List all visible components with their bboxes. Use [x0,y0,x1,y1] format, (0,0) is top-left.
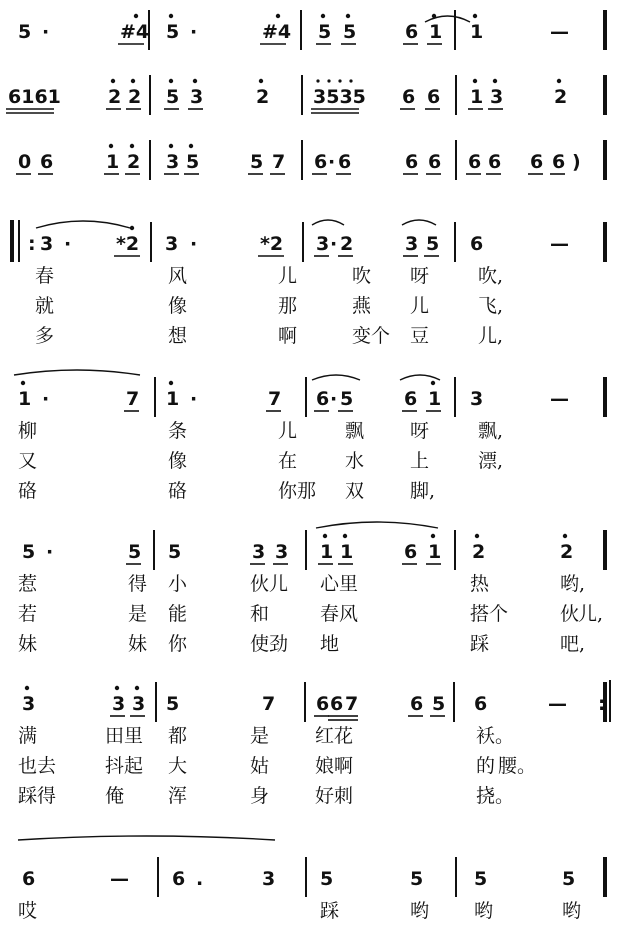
lyric-word: 田里 [105,725,144,747]
lyric-word: 像 [168,295,188,317]
lyric-word: 妹 [128,633,148,655]
lyric-word: 也去 [18,755,57,777]
lyric-word: 飘, [478,420,504,442]
note: · [64,233,72,255]
lyric-word: 是 [128,603,148,625]
octave-dot [115,686,119,690]
note: 2 [340,233,354,255]
note: 3 [252,541,266,563]
lyric-word: 小 [168,573,188,595]
note: 3 [190,86,204,108]
note: · [46,541,54,563]
note: 5 [186,151,200,173]
note: 3 [166,151,180,173]
lyric-word: 呀 [410,420,430,442]
note: — [548,693,567,715]
note: 6 [40,151,54,173]
lyric-word: 身 [250,785,270,807]
lyric-word: 伙儿 [250,573,289,595]
note: 6 [470,233,484,255]
octave-dot [193,79,197,83]
note: · [42,21,50,43]
lyric-word: 心里 [320,573,359,595]
lyric-word: 硌 [168,480,188,502]
lyric-word: 妹 [18,633,38,655]
lyric-word: 你那 [278,480,317,502]
octave-dot [169,381,173,385]
lyric-word: 想 [168,325,188,347]
note: 7 [262,693,276,715]
slur [312,220,344,225]
note: — [550,388,569,410]
note: 6 [427,86,441,108]
lyric-word: 踩 [320,900,340,922]
note: 6 [338,151,352,173]
octave-dot [169,14,173,18]
note: 7 [268,388,282,410]
note: #4 [262,21,292,43]
note: 5 [432,693,446,715]
octave-dot [276,14,280,18]
lyric-word: 抖起 [105,755,144,777]
lyric-word: 大 [168,755,188,777]
lyric-word: 双 [345,480,365,502]
note: 6 [405,151,419,173]
note: · [42,388,50,410]
note: 1 [470,21,484,43]
octave-dot [134,14,138,18]
note: 6 [314,151,328,173]
octave-dot [557,79,561,83]
octave-dot [189,144,193,148]
note: 5 [18,21,32,43]
note: 6 [404,541,418,563]
lyric-word: 惹 [18,573,38,595]
lyric-word: 踩 [470,633,490,655]
lyric-word: 吹 [352,265,372,287]
note: · [190,388,198,410]
note: . [196,868,204,890]
lyric-word: 又 [18,450,38,472]
note: 2 [472,541,486,563]
lyric-word: 风 [168,265,188,287]
note: 1 [428,541,442,563]
octave-dot [111,79,115,83]
slur [36,221,130,228]
note: 2 [128,86,142,108]
lyric-word: 使劲 [250,633,289,655]
note: · [328,151,336,173]
note: 2 [560,541,574,563]
note: 7 [126,388,140,410]
lyric-word: 上 [410,450,430,472]
lyric-word: 变个 [352,325,391,347]
note: · [330,233,338,255]
note: 5 [320,868,334,890]
lyric-word: 你 [168,633,188,655]
lyric-word: 春风 [320,603,359,625]
note: 3 [112,693,126,715]
lyric-word: 哟 [562,900,582,922]
lyric-word: 得 [128,573,148,595]
lyric-word: 飞, [478,295,504,317]
note: 0 [18,151,32,173]
slur [400,375,440,380]
octave-dot [346,14,350,18]
note: 6 [468,151,482,173]
lyric-word: 满 [18,725,38,747]
note: 3 [490,86,504,108]
slur [14,370,140,375]
note: 5 [343,21,357,43]
slur [402,220,436,225]
note: 3 [165,233,179,255]
note: : [598,693,606,715]
note: 1 [429,21,443,43]
octave-dot [473,79,477,83]
note: #4 [120,21,150,43]
note: 6 [402,86,416,108]
note: 2 [554,86,568,108]
octave-dot [130,226,134,230]
octave-dot [473,14,477,18]
lyric-word: 吹, [478,265,504,287]
octave-dot [563,534,567,538]
note: 6 [488,151,502,173]
slur [18,836,275,840]
note: 1 [470,86,484,108]
lyric-word: 腰。 [498,755,537,777]
octave-dot [327,79,330,82]
lyric-word: 哟 [474,900,494,922]
lyric-word: 搭个 [470,603,509,625]
note: 6161 [8,86,61,108]
lyric-word: 袄。 [476,725,515,747]
note: 6 [330,693,344,715]
note: 2 [127,151,141,173]
lyric-word: 挠。 [476,785,515,807]
lyric-word: 热 [470,573,490,595]
note: 3 [262,868,276,890]
octave-dot [130,144,134,148]
octave-dot [259,79,263,83]
note: 5 [166,21,180,43]
note: 5 [340,388,354,410]
lyric-word: 浑 [168,785,188,807]
note: · [190,21,198,43]
note: 5 [166,693,180,715]
octave-dot [25,686,29,690]
lyric-word: 儿 [278,420,298,442]
note: 1 [320,541,334,563]
lyric-word: 好刺 [315,785,354,807]
lyric-word: 春 [35,265,55,287]
lyric-word: 地 [320,633,340,655]
lyric-word: 燕 [352,295,372,317]
note: 6 [404,388,418,410]
lyric-word: 红花 [315,725,354,747]
note: 5 [250,151,264,173]
lyric-word: 的 [476,755,496,777]
note: 5 [426,233,440,255]
note: 6 [316,388,330,410]
note: 2 [256,86,270,108]
note: 6 [172,868,186,890]
slur [316,522,438,528]
lyric-word: 在 [278,450,298,472]
lyric-word: 是 [250,725,270,747]
note: 6 [474,693,488,715]
note: 5 [128,541,142,563]
octave-dot [131,79,135,83]
lyric-word: 俺 [105,785,125,807]
octave-dot [321,14,325,18]
note: 2 [108,86,122,108]
note: 6 [405,21,419,43]
note: 1 [340,541,354,563]
note: 5 [410,868,424,890]
lyric-word: 哟 [410,900,430,922]
lyric-word: 儿 [410,295,430,317]
note: · [330,388,338,410]
note: 6 [530,151,544,173]
octave-dot [135,686,139,690]
note: — [550,233,569,255]
lyric-word: 水 [345,450,365,472]
note: 6 [22,868,36,890]
octave-dot [431,534,435,538]
note: 1 [106,151,120,173]
note: 5 [318,21,332,43]
lyric-word: 哎 [18,900,38,922]
octave-dot [343,534,347,538]
note: · [190,233,198,255]
octave-dot [169,79,173,83]
octave-dot [493,79,497,83]
lyric-word: 条 [168,420,188,442]
note: 6 [428,151,442,173]
note: *2 [116,233,140,255]
note: 7 [345,693,359,715]
note: 3 [470,388,484,410]
lyric-word: 能 [168,603,188,625]
note: 3 [405,233,419,255]
lyric-word: 都 [168,725,188,747]
note: 5 [474,868,488,890]
note: 1 [428,388,442,410]
note: — [550,21,569,43]
octave-dot [349,79,352,82]
lyric-word: 呀 [410,265,430,287]
lyric-word: 儿, [578,603,604,625]
note: 5 [22,541,36,563]
lyric-word: 柳 [18,420,38,442]
lyric-word: 儿, [478,325,504,347]
lyric-word: 儿 [278,265,298,287]
lyric-word: 姑 [250,755,270,777]
lyric-word: 伙 [560,603,580,625]
lyric-word: 硌 [18,480,38,502]
note: 5 [562,868,576,890]
note: 5 [166,86,180,108]
note: 3535 [313,86,366,108]
lyric-word: 像 [168,450,188,472]
note: — [110,868,129,890]
octave-dot [475,534,479,538]
note: 5 [168,541,182,563]
note: 6 [552,151,566,173]
slur [312,375,360,380]
lyric-word: 和 [250,603,270,625]
note: 7 [272,151,286,173]
lyric-word: 那 [278,295,298,317]
octave-dot [109,144,113,148]
note: ) [572,151,581,173]
note: 3 [275,541,289,563]
note: 6 [410,693,424,715]
octave-dot [431,381,435,385]
lyric-word: 多 [35,325,55,347]
lyric-word: 吧, [560,633,586,655]
lyric-word: 啊 [278,325,298,347]
octave-dot [316,79,319,82]
note: *2 [260,233,284,255]
lyric-word: 漂, [478,450,504,472]
octave-dot [169,144,173,148]
octave-dot [338,79,341,82]
lyric-word: 若 [18,603,38,625]
lyric-word: 就 [35,295,55,317]
lyric-word: 飘 [345,420,365,442]
lyric-word: 哟, [560,573,586,595]
note: : [28,233,36,255]
note: 3 [316,233,330,255]
note: 3 [22,693,36,715]
lyric-word: 娘啊 [315,755,354,777]
note: 1 [166,388,180,410]
lyric-word: 脚, [410,480,436,502]
note: 1 [18,388,32,410]
lyric-word: 豆 [410,325,430,347]
note: 3 [132,693,146,715]
lyric-word: 踩得 [18,785,57,807]
note: 6 [316,693,330,715]
octave-dot [323,534,327,538]
note: 3 [40,233,54,255]
octave-dot [21,381,25,385]
